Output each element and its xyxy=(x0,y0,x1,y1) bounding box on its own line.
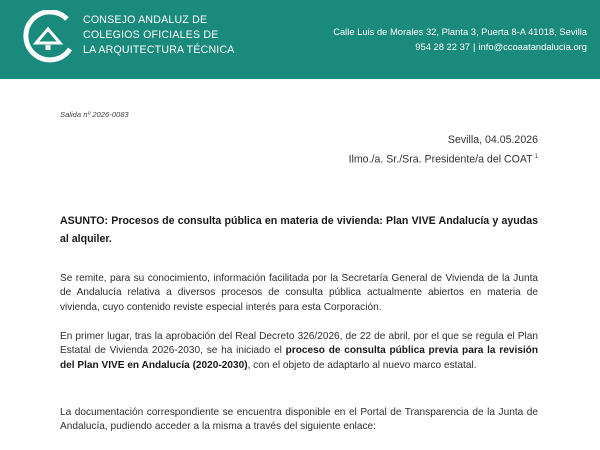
contact-separator: | xyxy=(473,41,476,52)
paragraph-plan-vive xyxy=(60,330,538,373)
organization-name xyxy=(83,13,235,58)
paragraph-documentation: La documentación correspondiente se encuentra disponible en el Portal de Transparencia de la Junta de Andalucía, pudiendo acceder a la misma a través del siguiente enlace: xyxy=(60,407,538,433)
organization-name-line: CONSEJO ANDALUZ DE xyxy=(83,14,208,26)
organization-logo xyxy=(19,10,77,68)
paragraph-emphasis: proceso de consulta pública previa para la revisión del Plan VIVE en Andalucía (2020-2030) xyxy=(60,345,538,371)
paragraph-text: En primer lugar, tras la aprobación del Real Decreto 326/2026, de 22 de abril, por el que se regula el Plan Estatal de Vivienda 2026-2030, se ha iniciado el xyxy=(60,331,538,357)
paragraph-text: , con el objeto de adaptarlo al nuevo marco estatal. xyxy=(247,359,477,371)
paragraph-intro: Se remite, para su conocimiento, información facilitada por la Secretaría General de Vivienda de la Junta de Andalucía relativa a diversos procesos de consulta pública actualmente abiertos en materia de vivienda, cuyo contenido reviste especial interés para esta Corporación. xyxy=(60,273,538,313)
address: Calle Luis de Morales 32, Planta 3, Puerta 8-A 41018, Sevilla xyxy=(333,26,587,37)
letterhead xyxy=(0,0,600,79)
reference-number: Salida nº 2026-0083 xyxy=(60,110,129,119)
contact-info xyxy=(333,24,587,54)
recipient-line xyxy=(349,149,538,169)
letter-date: Sevilla, 04.05.2026 xyxy=(447,134,538,146)
organization-name-line: LA ARQUITECTURA TÉCNICA xyxy=(83,44,235,56)
footnote-marker: 1 xyxy=(534,154,538,160)
date-recipient-block xyxy=(349,132,538,169)
recipient: Ilmo./a. Sr./Sra. Presidente/a del COAT xyxy=(348,153,533,166)
email-link[interactable]: info@ccoaatandalucia.org xyxy=(478,41,587,52)
phone: 954 28 22 37 xyxy=(415,41,471,52)
subject-line: ASUNTO: Procesos de consulta pública en materia de vivienda: Plan VIVE Andalucía y ayudas al alquiler. xyxy=(60,215,538,245)
organization-name-line: COLEGIOS OFICIALES DE xyxy=(83,29,219,41)
